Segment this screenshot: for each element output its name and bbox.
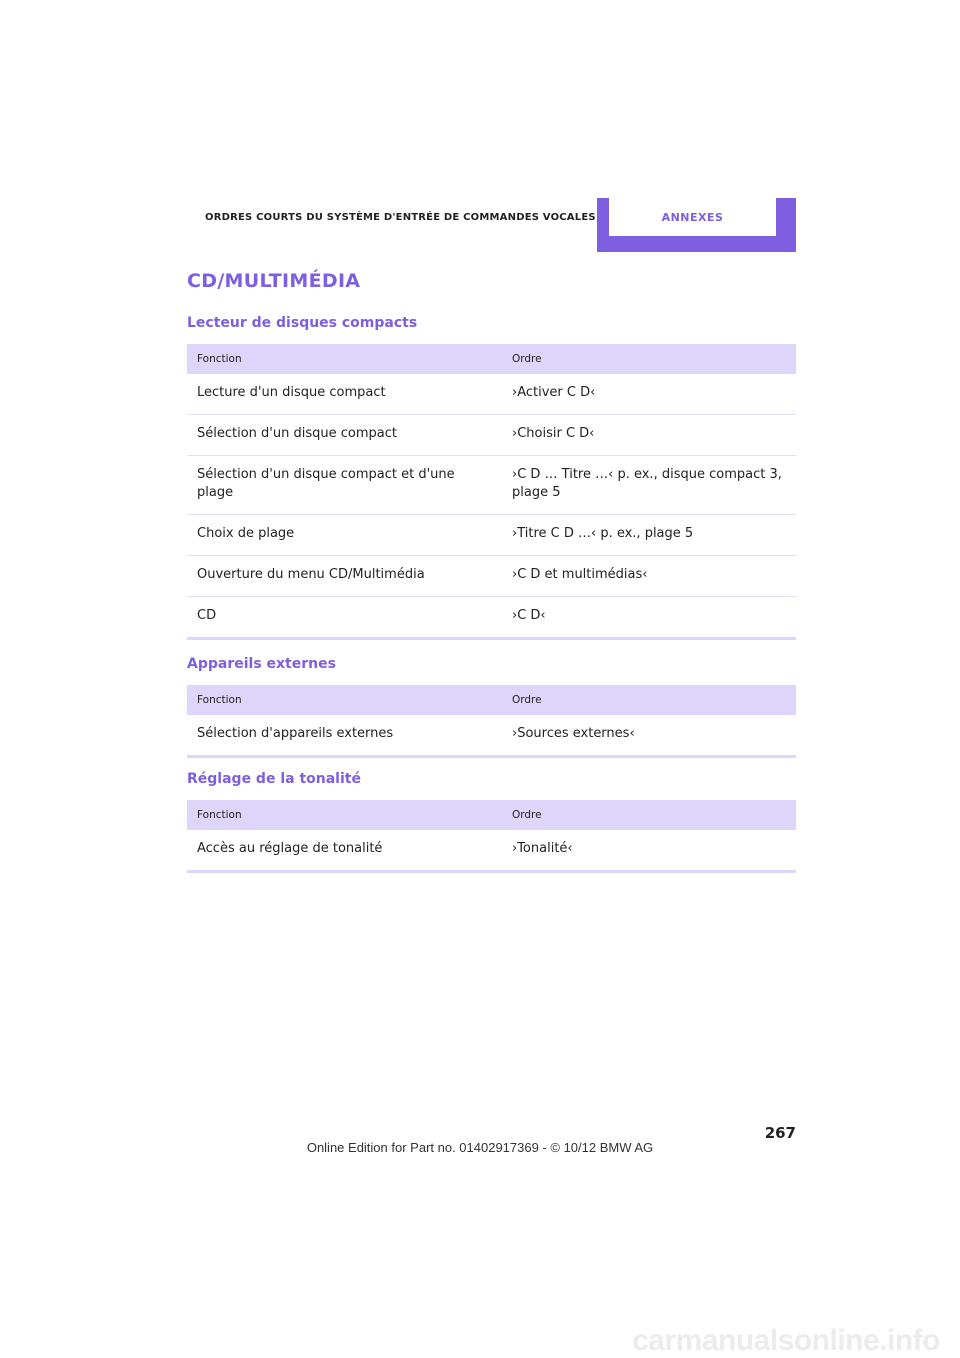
command-cell: ›Tonalité‹ [502,830,796,872]
table-row [187,515,796,556]
command-cell: ›Choisir C D‹ [502,415,796,456]
subheading-cd-player: Lecteur de disques compacts [187,315,418,331]
function-cell: Choix de plage [187,515,502,556]
section-title: CD/MULTIMÉDIA [187,270,361,292]
command-table-cd [187,344,796,640]
table-header-row [187,800,796,830]
column-header-function: Fonction [187,344,502,374]
command-table-external [187,685,796,758]
table-row [187,556,796,597]
command-cell: ›Sources externes‹ [502,715,796,757]
page-number: 267 [764,1124,796,1142]
column-header-command: Ordre [502,800,796,830]
subheading-tone: Réglage de la tonalité [187,771,361,787]
footer-edition-note: Online Edition for Part no. 01402917369 - © 10/12 BMW AG [306,1140,654,1155]
table-row [187,456,796,515]
table-row [187,830,796,872]
command-cell: ›C D et multimédias‹ [502,556,796,597]
function-cell: Accès au réglage de tonalité [187,830,502,872]
table-row [187,597,796,639]
function-cell: Ouverture du menu CD/Multimédia [187,556,502,597]
command-table-tone [187,800,796,873]
chapter-tab-label: ANNEXES [609,198,776,236]
command-cell: ›Titre C D …‹ p. ex., plage 5 [502,515,796,556]
table-row [187,415,796,456]
table-row [187,715,796,757]
function-cell: Lecture d'un disque compact [187,374,502,415]
function-cell: Sélection d'un disque compact [187,415,502,456]
subheading-external-devices: Appareils externes [187,656,336,672]
function-cell: Sélection d'appareils externes [187,715,502,757]
column-header-command: Ordre [502,685,796,715]
command-cell: ›C D‹ [502,597,796,639]
watermark: carmanualsonline.info [632,1324,940,1357]
running-title: ORDRES COURTS DU SYSTÈME D'ENTRÉE DE COMMANDES VOCALES [205,212,596,223]
command-cell: ›C D … Titre …‹ p. ex., disque compact 3, plage 5 [502,456,796,515]
table-row [187,374,796,415]
column-header-function: Fonction [187,800,502,830]
chapter-tab [597,198,796,252]
column-header-command: Ordre [502,344,796,374]
table-header-row [187,685,796,715]
function-cell: CD [187,597,502,639]
command-cell: ›Activer C D‹ [502,374,796,415]
function-cell: Sélection d'un disque compact et d'une plage [187,456,502,515]
table-header-row [187,344,796,374]
column-header-function: Fonction [187,685,502,715]
